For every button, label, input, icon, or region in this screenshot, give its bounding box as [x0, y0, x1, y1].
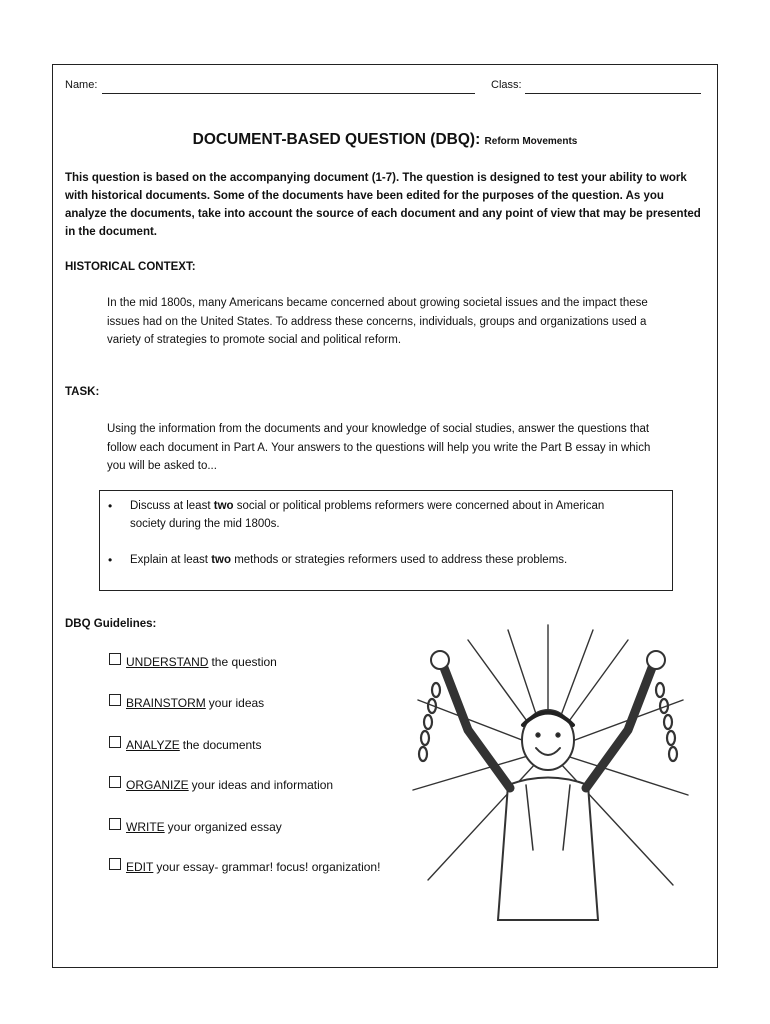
task-text: Using the information from the documents and your knowledge of social studies, answer the questions that follow each document in Part A. Your answers to the questions will help you write the Part B essay in which you will be asked to... [107, 423, 651, 472]
broken-chains-illustration [398, 620, 698, 950]
guideline-item[interactable]: WRITE your organized essay [109, 820, 282, 834]
worksheet-page [52, 64, 718, 968]
checkbox[interactable] [109, 736, 121, 748]
name-label: Name: [65, 79, 98, 91]
guideline-item[interactable]: UNDERSTAND the question [109, 655, 277, 669]
checkbox[interactable] [109, 858, 121, 870]
task-box [99, 490, 673, 591]
page-title [53, 131, 717, 149]
class-field-line[interactable] [525, 93, 701, 94]
title-main: DOCUMENT-BASED QUESTION (DBQ): [192, 131, 481, 148]
guideline-item[interactable]: ANALYZE the documents [109, 738, 262, 752]
intro-paragraph: This question is based on the accompanying document (1-7). The question is designed to test your ability to work with historical documents. Some of the documents have been edited for the purposes of the question. As you analyze the documents, take into account the source of each document and any point of view that may be presented in the document. [65, 172, 701, 238]
checkbox[interactable] [109, 818, 121, 830]
guideline-item[interactable]: EDIT your essay- grammar! focus! organization! [109, 860, 380, 874]
title-sub: Reform Movements [484, 136, 578, 147]
checkbox[interactable] [109, 694, 121, 706]
checkbox[interactable] [109, 653, 121, 665]
class-label: Class: [491, 79, 522, 91]
task-bullet: • Discuss at least two social or political problems reformers were concerned about in American society during the mid 1800s. [100, 498, 630, 533]
task-heading: TASK: [65, 386, 100, 398]
guideline-item[interactable]: ORGANIZE your ideas and information [109, 778, 333, 792]
name-field-line[interactable] [102, 93, 475, 94]
guidelines-heading: DBQ Guidelines: [65, 618, 157, 630]
historical-context-text: In the mid 1800s, many Americans became concerned about growing societal issues and the impact these issues had on the United States. To address these concerns, individuals, groups and organizations used a variety of strategies to promote social and political reform. [107, 297, 648, 346]
guideline-item[interactable]: BRAINSTORM your ideas [109, 696, 264, 710]
task-bullet: • Explain at least two methods or strategies reformers used to address these problems. [100, 552, 630, 570]
historical-context-heading: HISTORICAL CONTEXT: [65, 261, 196, 273]
checkbox[interactable] [109, 776, 121, 788]
